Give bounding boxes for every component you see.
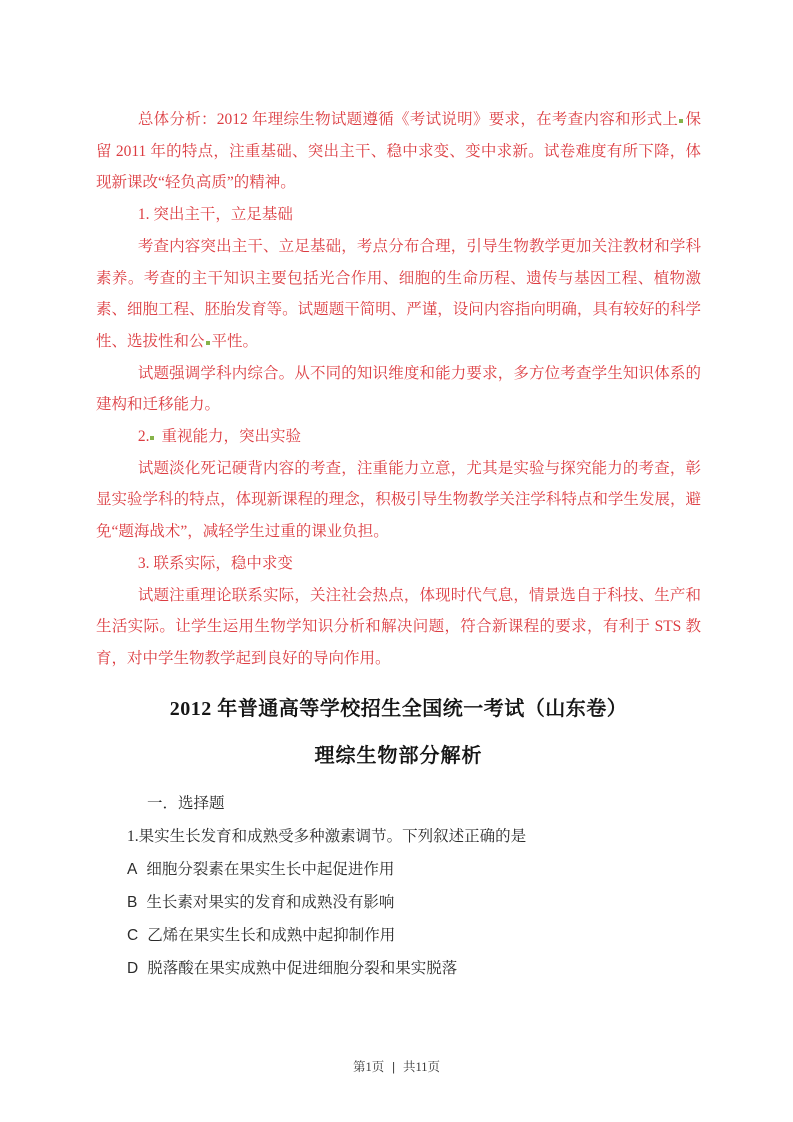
analysis-heading-1: 1. 突出主干，立足基础 [137, 206, 293, 224]
spellcheck-dot-icon [150, 436, 154, 440]
analysis-paragraph-5: 试题注重理论联系实际，关注社会热点，体现时代气息，情景选自于科技、生产和生活实际。让学生运用生物学知识分析和解决问题，符合新课程的要求，有利于 STS 教育，对中学生物教学起到良好的导向作用。 [96, 586, 701, 667]
analysis-paragraph-1-post: 保留 2011 年的特点，注重基础、突出主干、稳中求变、变中求新。试卷难度有所下降，体现新课改“轻负高质”的精神。 [96, 111, 701, 192]
overall-analysis-section [96, 104, 701, 675]
question-1-option-d [96, 952, 701, 985]
analysis-heading-2-text: 重视能力，突出实验 [161, 428, 301, 446]
option-text: 细胞分裂素在果实生长中起促进作用 [146, 860, 395, 878]
analysis-heading-2-number: 2. [137, 428, 150, 446]
option-letter: D [127, 959, 139, 977]
analysis-paragraph-1-pre: 总体分析：2012 年理综生物试题遵循《考试说明》要求，在考查内容和形式上 [137, 111, 679, 128]
analysis-heading-2 [96, 421, 701, 453]
option-text: 生长素对果实的发育和成熟没有影响 [146, 893, 395, 911]
exam-title: 2012 年普通高等学校招生全国统一考试（山东卷） [169, 697, 628, 720]
exam-subtitle: 理综生物部分解析 [314, 744, 483, 767]
page-indicator [0, 1058, 793, 1076]
analysis-paragraph-1 [96, 104, 701, 199]
section-heading: 一．选择题 [147, 794, 225, 812]
analysis-paragraph-2-post: 平性。 [211, 332, 259, 350]
multiple-choice-section [96, 787, 701, 985]
option-letter: C [127, 926, 139, 944]
spellcheck-dot-icon [206, 341, 210, 345]
option-letter: B [127, 893, 138, 911]
total-pages-label: 共11页 [402, 1060, 441, 1074]
option-text: 乙烯在果实生长和成熟中起抑制作用 [147, 926, 396, 944]
document-body [96, 104, 701, 985]
option-letter: A [127, 860, 138, 878]
question-1-stem: 1.果实生长发育和成熟受多种激素调节。下列叙述正确的是 [127, 827, 527, 845]
question-1-option-b [96, 886, 701, 919]
analysis-paragraph-3: 试题强调学科内综合。从不同的知识维度和能力要求，多方位考查学生知识体系的建构和迁移能力。 [96, 364, 701, 414]
option-text: 脱落酸在果实成熟中促进细胞分裂和果实脱落 [147, 959, 458, 977]
question-1-option-c [96, 919, 701, 952]
analysis-paragraph-2-pre: 考查内容突出主干、立足基础，考点分布合理，引导生物教学更加关注教材和学科素养。考查的主干知识主要包括光合作用、细胞的生命历程、遗传与基因工程、植物激素、细胞工程、胚胎发育等。试题题干简明、严谨，设问内容指向明确，具有较好的科学性、选拔性和公 [96, 237, 701, 350]
analysis-paragraph-2 [96, 231, 701, 358]
question-1-option-a [96, 853, 701, 886]
spellcheck-dot-icon [679, 119, 683, 123]
analysis-paragraph-4: 试题淡化死记硬背内容的考查，注重能力立意，尤其是实验与探究能力的考查，彰显实验学科的特点，体现新课程的理念，积极引导生物教学关注学科特点和学生发展，避免“题海战术”，减轻学生过重的课业负担。 [96, 459, 701, 541]
page-separator: | [392, 1060, 395, 1074]
current-page-label: 第1页 [352, 1060, 385, 1074]
analysis-heading-3: 3. 联系实际，稳中求变 [137, 554, 293, 572]
